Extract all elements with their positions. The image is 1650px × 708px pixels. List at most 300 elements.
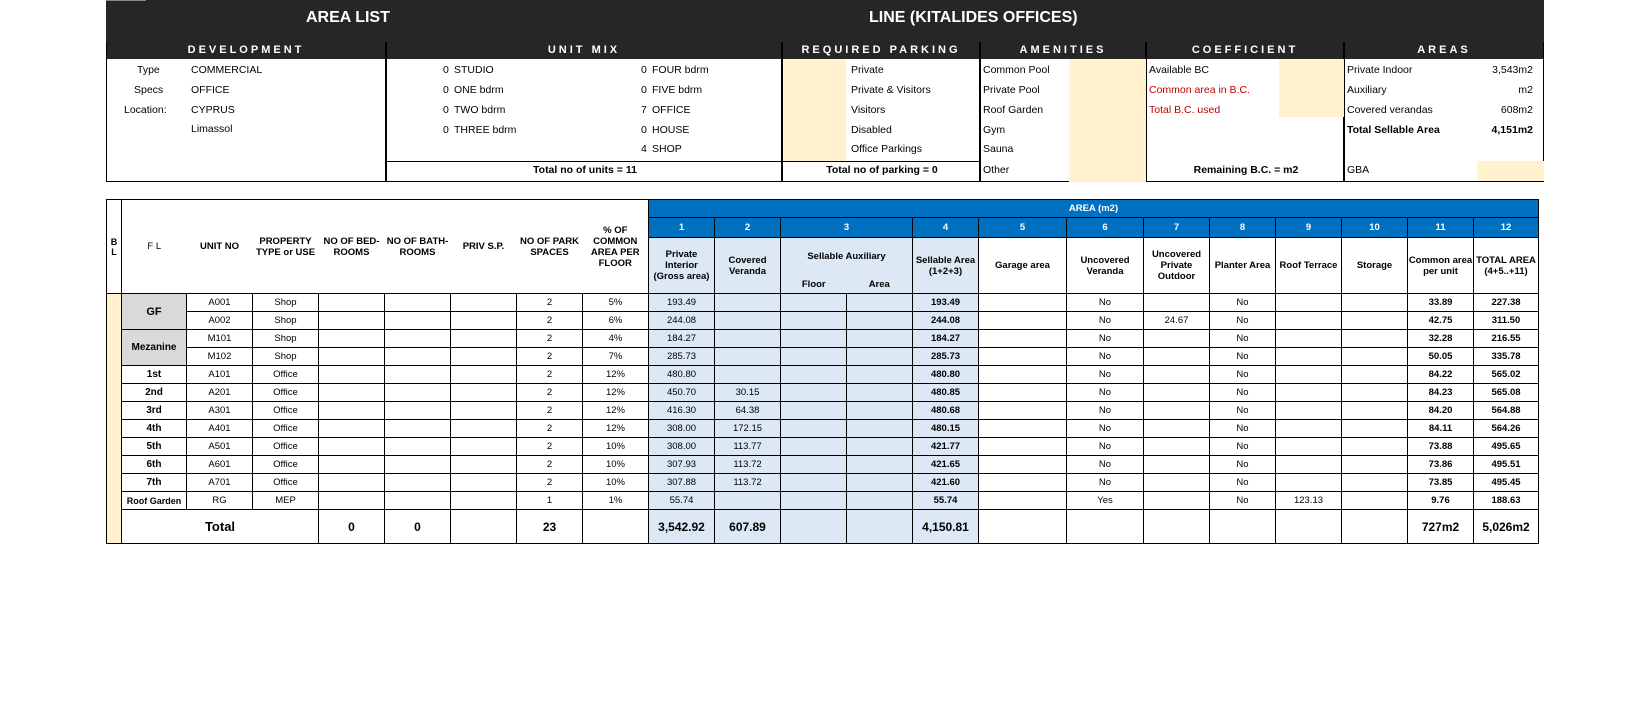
covered-veranda-cell[interactable] [715, 366, 781, 384]
uncovered-veranda-cell[interactable]: No [1067, 294, 1144, 312]
covered-veranda-cell[interactable]: 64.38 [715, 402, 781, 420]
unit-no-cell[interactable]: A401 [187, 420, 253, 438]
bedrooms-cell[interactable] [319, 312, 385, 330]
planter-cell[interactable]: No [1210, 438, 1276, 456]
covered-veranda-cell[interactable]: 113.72 [715, 474, 781, 492]
table-row [107, 384, 1539, 402]
floor-label[interactable]: 3rd [122, 402, 187, 420]
total-area-cell[interactable]: 495.51 [1474, 456, 1539, 474]
aux-floor-cell[interactable] [781, 294, 847, 312]
floor-label[interactable]: Roof Garden [122, 492, 187, 510]
garage-cell[interactable] [979, 474, 1067, 492]
sellable-area-cell[interactable]: 480.85 [913, 384, 979, 402]
header-num: 7 [1144, 218, 1210, 238]
roof-terrace-cell[interactable] [1276, 294, 1342, 312]
private-interior-cell[interactable]: 307.93 [649, 456, 715, 474]
pct-common-cell[interactable]: 12% [583, 402, 649, 420]
bathrooms-cell[interactable] [385, 456, 451, 474]
pct-common-cell[interactable]: 1% [583, 492, 649, 510]
total-private-interior[interactable]: 3,542.92 [649, 510, 715, 544]
roof-terrace-cell[interactable]: 123.13 [1276, 492, 1342, 510]
total-area-cell[interactable]: 335.78 [1474, 348, 1539, 366]
uncovered-outdoor-cell[interactable] [1144, 294, 1210, 312]
priv-sp-cell[interactable] [451, 384, 517, 402]
header-planter: Planter Area [1210, 238, 1276, 294]
floor-label[interactable]: 4th [122, 420, 187, 438]
private-interior-cell[interactable]: 55.74 [649, 492, 715, 510]
total-uncovered-outdoor[interactable] [1144, 510, 1210, 544]
unit-no-cell[interactable]: A701 [187, 474, 253, 492]
planter-cell[interactable]: No [1210, 294, 1276, 312]
garage-cell[interactable] [979, 438, 1067, 456]
parking-cell[interactable]: 2 [517, 474, 583, 492]
bathrooms-cell[interactable] [385, 384, 451, 402]
aux-area-cell[interactable] [847, 330, 913, 348]
common-area-cell[interactable]: 73.85 [1408, 474, 1474, 492]
roof-terrace-cell[interactable] [1276, 402, 1342, 420]
property-type-cell[interactable]: Office [253, 456, 319, 474]
unit-no-cell[interactable]: A101 [187, 366, 253, 384]
roof-terrace-cell[interactable] [1276, 384, 1342, 402]
area-list-sheet [106, 0, 1544, 176]
garage-cell[interactable] [979, 402, 1067, 420]
planter-cell[interactable]: No [1210, 312, 1276, 330]
sellable-area-cell[interactable]: 421.65 [913, 456, 979, 474]
bathrooms-cell[interactable] [385, 348, 451, 366]
priv-sp-cell[interactable] [451, 330, 517, 348]
aux-area-cell[interactable] [847, 312, 913, 330]
total-area-cell[interactable]: 311.50 [1474, 312, 1539, 330]
parking-item: Visitors [851, 104, 886, 116]
floor-label[interactable]: 7th [122, 474, 187, 492]
amenity-item: Gym [983, 124, 1006, 136]
garage-cell[interactable] [979, 456, 1067, 474]
total-area-cell[interactable]: 565.08 [1474, 384, 1539, 402]
priv-sp-cell[interactable] [451, 294, 517, 312]
bedrooms-cell[interactable] [319, 366, 385, 384]
bathrooms-cell[interactable] [385, 402, 451, 420]
uncovered-outdoor-cell[interactable] [1144, 420, 1210, 438]
aux-floor-cell[interactable] [781, 312, 847, 330]
garage-cell[interactable] [979, 420, 1067, 438]
pct-common-cell[interactable]: 10% [583, 438, 649, 456]
planter-cell[interactable]: No [1210, 330, 1276, 348]
storage-cell[interactable] [1342, 456, 1408, 474]
storage-cell[interactable] [1342, 492, 1408, 510]
bedrooms-cell[interactable] [319, 474, 385, 492]
areas-value: 4,151m2 [1491, 124, 1533, 136]
planter-cell[interactable]: No [1210, 384, 1276, 402]
covered-veranda-cell[interactable] [715, 312, 781, 330]
priv-sp-cell[interactable] [451, 492, 517, 510]
total-area-cell[interactable]: 216.55 [1474, 330, 1539, 348]
private-interior-cell[interactable]: 450.70 [649, 384, 715, 402]
uncovered-veranda-cell[interactable]: No [1067, 384, 1144, 402]
covered-veranda-cell[interactable]: 172.15 [715, 420, 781, 438]
aux-area-cell[interactable] [847, 366, 913, 384]
uncovered-outdoor-cell[interactable] [1144, 474, 1210, 492]
pct-common-cell[interactable]: 4% [583, 330, 649, 348]
bathrooms-cell[interactable] [385, 312, 451, 330]
covered-veranda-cell[interactable] [715, 492, 781, 510]
total-covered-veranda[interactable]: 607.89 [715, 510, 781, 544]
planter-cell[interactable]: No [1210, 474, 1276, 492]
common-area-cell[interactable]: 84.11 [1408, 420, 1474, 438]
total-aux-area[interactable] [847, 510, 913, 544]
uncovered-veranda-cell[interactable]: No [1067, 348, 1144, 366]
total-planter[interactable] [1210, 510, 1276, 544]
unit-mix-count: 0 [443, 84, 449, 96]
private-interior-cell[interactable]: 308.00 [649, 438, 715, 456]
uncovered-outdoor-cell[interactable]: 24.67 [1144, 312, 1210, 330]
priv-sp-cell[interactable] [451, 420, 517, 438]
total-sellable-area[interactable]: 4,150.81 [913, 510, 979, 544]
property-type-cell[interactable]: Office [253, 474, 319, 492]
parking-input-area[interactable] [783, 59, 846, 161]
private-interior-cell[interactable]: 244.08 [649, 312, 715, 330]
storage-cell[interactable] [1342, 474, 1408, 492]
total-label[interactable]: Total [122, 510, 319, 544]
unit-no-cell[interactable]: RG [187, 492, 253, 510]
planter-cell[interactable]: No [1210, 420, 1276, 438]
table-row [107, 438, 1539, 456]
uncovered-veranda-cell[interactable]: No [1067, 438, 1144, 456]
aux-floor-cell[interactable] [781, 420, 847, 438]
bathrooms-cell[interactable] [385, 330, 451, 348]
private-interior-cell[interactable]: 307.88 [649, 474, 715, 492]
covered-veranda-cell[interactable]: 113.77 [715, 438, 781, 456]
private-interior-cell[interactable]: 416.30 [649, 402, 715, 420]
common-area-cell[interactable]: 9.76 [1408, 492, 1474, 510]
uncovered-outdoor-cell[interactable] [1144, 384, 1210, 402]
pct-common-cell[interactable]: 12% [583, 366, 649, 384]
parking-cell[interactable]: 2 [517, 294, 583, 312]
uncovered-outdoor-cell[interactable] [1144, 348, 1210, 366]
total-pct[interactable] [583, 510, 649, 544]
property-type-cell[interactable]: Office [253, 420, 319, 438]
aux-floor-cell[interactable] [781, 384, 847, 402]
aux-area-cell[interactable] [847, 348, 913, 366]
priv-sp-cell[interactable] [451, 312, 517, 330]
common-area-cell[interactable]: 84.22 [1408, 366, 1474, 384]
private-interior-cell[interactable]: 193.49 [649, 294, 715, 312]
uncovered-outdoor-cell[interactable] [1144, 366, 1210, 384]
bedrooms-cell[interactable] [319, 402, 385, 420]
common-area-cell[interactable]: 84.20 [1408, 402, 1474, 420]
total-parking[interactable]: 23 [517, 510, 583, 544]
parking-cell[interactable]: 2 [517, 402, 583, 420]
common-area-cell[interactable]: 73.86 [1408, 456, 1474, 474]
garage-cell[interactable] [979, 294, 1067, 312]
uncovered-outdoor-cell[interactable] [1144, 492, 1210, 510]
floor-label[interactable]: GF [122, 294, 187, 330]
total-area-cell[interactable]: 227.38 [1474, 294, 1539, 312]
total-area-cell[interactable]: 565.02 [1474, 366, 1539, 384]
parking-item: Private & Visitors [851, 84, 931, 96]
uncovered-veranda-cell[interactable]: No [1067, 402, 1144, 420]
common-area-cell[interactable]: 42.75 [1408, 312, 1474, 330]
planter-cell[interactable]: No [1210, 402, 1276, 420]
garage-cell[interactable] [979, 492, 1067, 510]
header-num: 11 [1408, 218, 1474, 238]
unit-no-cell[interactable]: A201 [187, 384, 253, 402]
parking-cell[interactable]: 2 [517, 420, 583, 438]
roof-terrace-cell[interactable] [1276, 420, 1342, 438]
unit-no-cell[interactable]: M101 [187, 330, 253, 348]
sellable-area-cell[interactable]: 244.08 [913, 312, 979, 330]
storage-cell[interactable] [1342, 384, 1408, 402]
floor-label[interactable]: 2nd [122, 384, 187, 402]
storage-cell[interactable] [1342, 420, 1408, 438]
parking-cell[interactable]: 2 [517, 438, 583, 456]
total-area-cell[interactable]: 495.65 [1474, 438, 1539, 456]
roof-terrace-cell[interactable] [1276, 474, 1342, 492]
uncovered-outdoor-cell[interactable] [1144, 330, 1210, 348]
header-area-title: AREA (m2) [649, 200, 1539, 218]
total-area[interactable]: 5,026m2 [1474, 510, 1539, 544]
unit-no-cell[interactable]: A001 [187, 294, 253, 312]
common-area-cell[interactable]: 50.05 [1408, 348, 1474, 366]
roof-terrace-cell[interactable] [1276, 438, 1342, 456]
aux-floor-cell[interactable] [781, 402, 847, 420]
total-area-cell[interactable]: 564.26 [1474, 420, 1539, 438]
property-type-cell[interactable]: Shop [253, 312, 319, 330]
areas-label: Auxiliary [1347, 84, 1387, 96]
header-storage: Storage [1342, 238, 1408, 294]
private-interior-cell[interactable]: 184.27 [649, 330, 715, 348]
private-interior-cell[interactable]: 480.80 [649, 366, 715, 384]
floor-label[interactable]: Mezanine [122, 330, 187, 366]
aux-area-cell[interactable] [847, 456, 913, 474]
property-type-cell[interactable]: Shop [253, 348, 319, 366]
common-area-cell[interactable]: 33.89 [1408, 294, 1474, 312]
property-type-cell[interactable]: Office [253, 402, 319, 420]
aux-floor-cell[interactable] [781, 438, 847, 456]
planter-cell[interactable]: No [1210, 492, 1276, 510]
aux-floor-cell[interactable] [781, 366, 847, 384]
storage-cell[interactable] [1342, 330, 1408, 348]
floor-label[interactable]: 6th [122, 456, 187, 474]
bathrooms-cell[interactable] [385, 366, 451, 384]
roof-terrace-cell[interactable] [1276, 348, 1342, 366]
pct-common-cell[interactable]: 7% [583, 348, 649, 366]
aux-area-cell[interactable] [847, 402, 913, 420]
covered-veranda-cell[interactable] [715, 330, 781, 348]
total-roof-terrace[interactable] [1276, 510, 1342, 544]
priv-sp-cell[interactable] [451, 366, 517, 384]
sellable-area-cell[interactable]: 55.74 [913, 492, 979, 510]
aux-floor-cell[interactable] [781, 474, 847, 492]
storage-cell[interactable] [1342, 438, 1408, 456]
total-storage[interactable] [1342, 510, 1408, 544]
common-area-cell[interactable]: 32.28 [1408, 330, 1474, 348]
bedrooms-cell[interactable] [319, 420, 385, 438]
bathrooms-cell[interactable] [385, 492, 451, 510]
floor-label[interactable]: 5th [122, 438, 187, 456]
common-area-cell[interactable]: 84.23 [1408, 384, 1474, 402]
storage-cell[interactable] [1342, 366, 1408, 384]
total-bedrooms[interactable]: 0 [319, 510, 385, 544]
parking-cell[interactable]: 2 [517, 456, 583, 474]
gba-input[interactable] [1477, 161, 1544, 181]
unit-no-cell[interactable]: A601 [187, 456, 253, 474]
unit-no-cell[interactable]: M102 [187, 348, 253, 366]
priv-sp-cell[interactable] [451, 438, 517, 456]
areas-heading: AREAS [1345, 42, 1543, 59]
garage-cell[interactable] [979, 366, 1067, 384]
storage-cell[interactable] [1342, 312, 1408, 330]
priv-sp-cell[interactable] [451, 456, 517, 474]
header-unit-no: UNIT NO [187, 200, 253, 294]
table-row [107, 492, 1539, 510]
uncovered-veranda-cell[interactable]: No [1067, 456, 1144, 474]
total-priv-sp[interactable] [451, 510, 517, 544]
covered-veranda-cell[interactable]: 30.15 [715, 384, 781, 402]
uncovered-veranda-cell[interactable]: No [1067, 366, 1144, 384]
bedrooms-cell[interactable] [319, 384, 385, 402]
unit-mix-name: FOUR bdrm [652, 64, 709, 76]
header-pct-common: % OF COMMON AREA PER FLOOR [583, 200, 649, 294]
header-num: 4 [913, 218, 979, 238]
uncovered-veranda-cell[interactable]: Yes [1067, 492, 1144, 510]
total-aux-floor[interactable] [781, 510, 847, 544]
uncovered-outdoor-cell[interactable] [1144, 438, 1210, 456]
amenities-input-area[interactable] [1069, 59, 1146, 182]
bedrooms-cell[interactable] [319, 438, 385, 456]
sellable-area-cell[interactable]: 193.49 [913, 294, 979, 312]
bedrooms-cell[interactable] [319, 330, 385, 348]
sellable-area-cell[interactable]: 184.27 [913, 330, 979, 348]
aux-area-cell[interactable] [847, 474, 913, 492]
bedrooms-cell[interactable] [319, 492, 385, 510]
roof-terrace-cell[interactable] [1276, 312, 1342, 330]
uncovered-veranda-cell[interactable]: No [1067, 420, 1144, 438]
bathrooms-cell[interactable] [385, 420, 451, 438]
bathrooms-cell[interactable] [385, 438, 451, 456]
garage-cell[interactable] [979, 330, 1067, 348]
parking-cell[interactable]: 2 [517, 384, 583, 402]
parking-cell[interactable]: 2 [517, 366, 583, 384]
planter-cell[interactable]: No [1210, 456, 1276, 474]
garage-cell[interactable] [979, 312, 1067, 330]
priv-sp-cell[interactable] [451, 402, 517, 420]
pct-common-cell[interactable]: 10% [583, 474, 649, 492]
sellable-area-cell[interactable]: 480.15 [913, 420, 979, 438]
total-area-cell[interactable]: 188.63 [1474, 492, 1539, 510]
sellable-area-cell[interactable]: 421.60 [913, 474, 979, 492]
uncovered-veranda-cell[interactable]: No [1067, 474, 1144, 492]
storage-cell[interactable] [1342, 402, 1408, 420]
table-row [107, 420, 1539, 438]
property-type-cell[interactable]: MEP [253, 492, 319, 510]
aux-area-cell[interactable] [847, 420, 913, 438]
aux-area-cell[interactable] [847, 438, 913, 456]
property-type-cell[interactable]: Shop [253, 294, 319, 312]
total-area-cell[interactable]: 495.45 [1474, 474, 1539, 492]
pct-common-cell[interactable]: 6% [583, 312, 649, 330]
uncovered-veranda-cell[interactable]: No [1067, 330, 1144, 348]
covered-veranda-cell[interactable] [715, 294, 781, 312]
sellable-area-cell[interactable]: 285.73 [913, 348, 979, 366]
aux-floor-cell[interactable] [781, 330, 847, 348]
aux-floor-cell[interactable] [781, 348, 847, 366]
priv-sp-cell[interactable] [451, 474, 517, 492]
total-bathrooms[interactable]: 0 [385, 510, 451, 544]
uncovered-outdoor-cell[interactable] [1144, 456, 1210, 474]
unit-mix-name: OFFICE [652, 104, 691, 116]
parking-cell[interactable]: 2 [517, 348, 583, 366]
garage-cell[interactable] [979, 384, 1067, 402]
floor-label[interactable]: 1st [122, 366, 187, 384]
coefficient-heading: COEFFICIENT [1147, 42, 1343, 59]
property-type-cell[interactable]: Office [253, 366, 319, 384]
parking-cell[interactable]: 2 [517, 312, 583, 330]
covered-veranda-cell[interactable] [715, 348, 781, 366]
storage-cell[interactable] [1342, 348, 1408, 366]
parking-cell[interactable]: 2 [517, 330, 583, 348]
bl-column-cell[interactable] [107, 294, 122, 544]
total-common-area[interactable]: 727m2 [1408, 510, 1474, 544]
roof-terrace-cell[interactable] [1276, 456, 1342, 474]
total-area-cell[interactable]: 564.88 [1474, 402, 1539, 420]
planter-cell[interactable]: No [1210, 348, 1276, 366]
sellable-area-cell[interactable]: 480.68 [913, 402, 979, 420]
aux-floor-cell[interactable] [781, 456, 847, 474]
parking-cell[interactable]: 1 [517, 492, 583, 510]
covered-veranda-cell[interactable]: 113.72 [715, 456, 781, 474]
aux-area-cell[interactable] [847, 384, 913, 402]
bedrooms-cell[interactable] [319, 348, 385, 366]
property-type-cell[interactable]: Shop [253, 330, 319, 348]
property-type-cell[interactable]: Office [253, 384, 319, 402]
private-interior-cell[interactable]: 285.73 [649, 348, 715, 366]
total-garage[interactable] [979, 510, 1067, 544]
unit-no-cell[interactable]: A501 [187, 438, 253, 456]
uncovered-veranda-cell[interactable]: No [1067, 312, 1144, 330]
pct-common-cell[interactable]: 12% [583, 384, 649, 402]
aux-floor-cell[interactable] [781, 492, 847, 510]
header-private-interior: Private Interior (Gross area) [649, 238, 715, 294]
aux-area-cell[interactable] [847, 294, 913, 312]
coefficient-input-area[interactable] [1279, 59, 1344, 117]
uncovered-outdoor-cell[interactable] [1144, 402, 1210, 420]
garage-cell[interactable] [979, 348, 1067, 366]
sellable-area-cell[interactable]: 421.77 [913, 438, 979, 456]
storage-cell[interactable] [1342, 294, 1408, 312]
areas-section [1344, 42, 1544, 182]
private-interior-cell[interactable]: 308.00 [649, 420, 715, 438]
unit-no-cell[interactable]: A301 [187, 402, 253, 420]
bedrooms-cell[interactable] [319, 294, 385, 312]
pct-common-cell[interactable]: 5% [583, 294, 649, 312]
sellable-area-cell[interactable]: 480.80 [913, 366, 979, 384]
pct-common-cell[interactable]: 10% [583, 456, 649, 474]
bedrooms-cell[interactable] [319, 456, 385, 474]
roof-terrace-cell[interactable] [1276, 330, 1342, 348]
priv-sp-cell[interactable] [451, 348, 517, 366]
aux-area-cell[interactable] [847, 492, 913, 510]
total-uncovered-veranda[interactable] [1067, 510, 1144, 544]
bathrooms-cell[interactable] [385, 474, 451, 492]
bathrooms-cell[interactable] [385, 294, 451, 312]
pct-common-cell[interactable]: 12% [583, 420, 649, 438]
header-covered-veranda: Covered Veranda [715, 238, 781, 294]
common-area-cell[interactable]: 73.88 [1408, 438, 1474, 456]
unit-no-cell[interactable]: A002 [187, 312, 253, 330]
property-type-cell[interactable]: Office [253, 438, 319, 456]
planter-cell[interactable]: No [1210, 366, 1276, 384]
roof-terrace-cell[interactable] [1276, 366, 1342, 384]
